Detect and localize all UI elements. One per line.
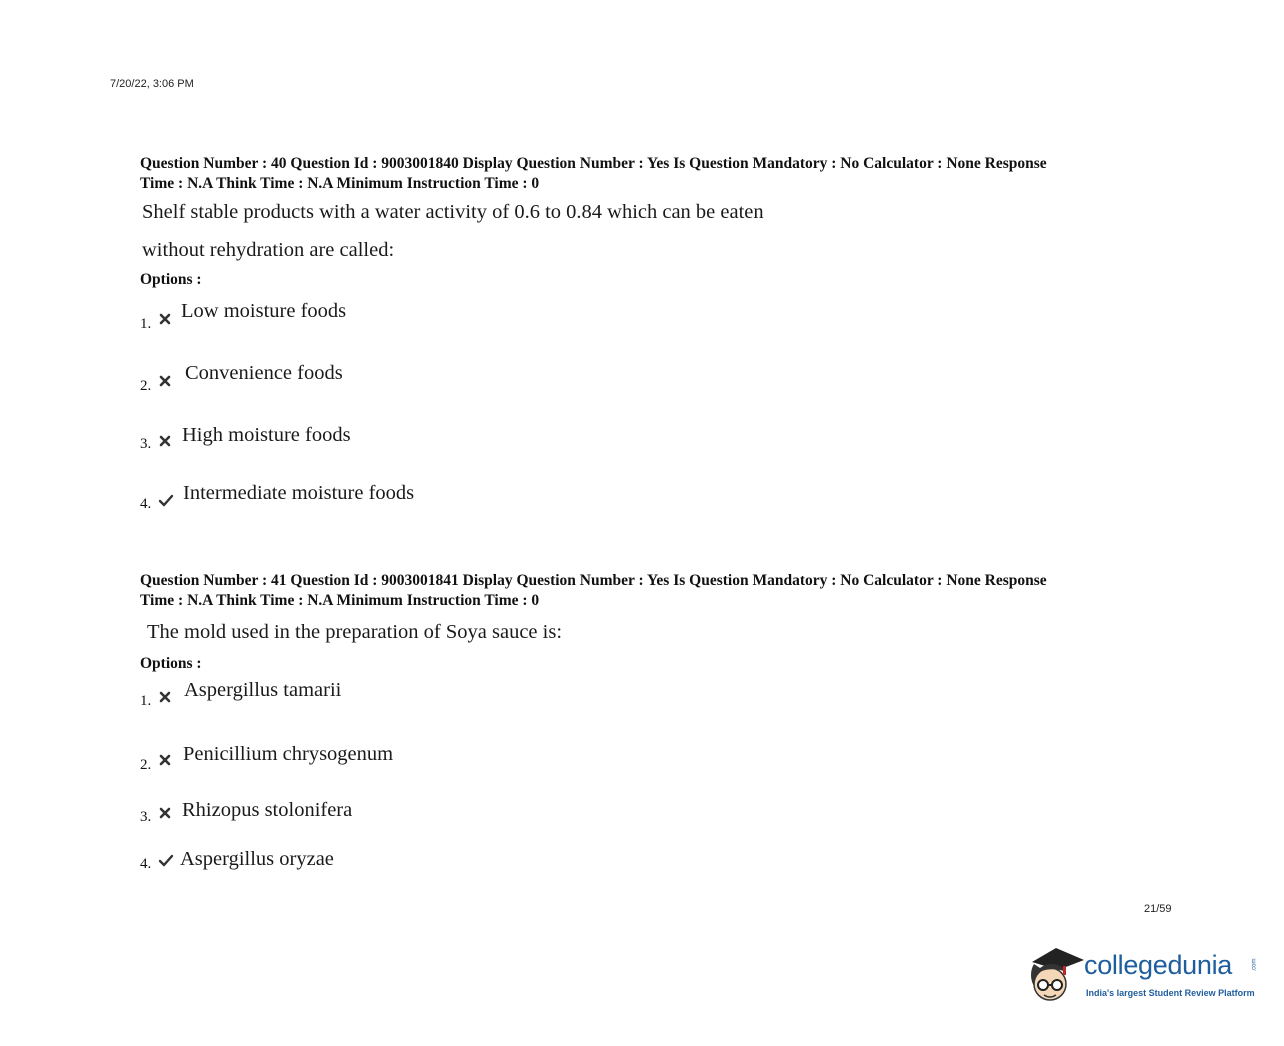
question-meta-line2: Time : N.A Think Time : N.A Minimum Instruction Time : 0 — [140, 174, 540, 192]
question-meta-line1: Question Number : 41 Question Id : 9003001841 Display Question Number : Yes Is Question Mandatory : No Calculator : None Response — [140, 572, 1047, 589]
option-number: 3. — [140, 436, 152, 452]
option-text: Penicillium chrysogenum — [183, 743, 394, 765]
question-text-line1: The mold used in the preparation of Soya sauce is: — [147, 621, 563, 643]
mascot-icon — [1026, 940, 1088, 1010]
cross-icon — [158, 312, 172, 326]
print-timestamp: 7/20/22, 3:06 PM — [110, 78, 194, 90]
option-text: Aspergillus oryzae — [180, 848, 334, 870]
option-number: 1. — [140, 316, 152, 332]
question-meta-line1: Question Number : 40 Question Id : 9003001840 Display Question Number : Yes Is Question Mandatory : No Calculator : None Response — [140, 155, 1047, 172]
options-label: Options : — [140, 655, 202, 672]
brand-tagline: India's largest Student Review Platform — [1086, 988, 1255, 998]
option-text: Convenience foods — [185, 362, 343, 384]
check-icon — [158, 494, 174, 508]
check-icon — [158, 854, 174, 868]
option-text: Rhizopus stolonifera — [182, 799, 353, 821]
option-text: Aspergillus tamarii — [184, 679, 342, 701]
question-block — [140, 571, 1170, 872]
option-number: 2. — [140, 757, 152, 773]
page-number: 21/59 — [1144, 903, 1172, 915]
option-text: Intermediate moisture foods — [183, 482, 415, 504]
collegedunia-logo — [1026, 940, 1266, 1010]
question-text-line1: Shelf stable products with a water activity of 0.6 to 0.84 which can be eaten — [142, 201, 764, 223]
question-text — [142, 193, 1170, 269]
question-meta — [140, 571, 1170, 610]
option-text: High moisture foods — [182, 424, 351, 446]
question-text — [147, 613, 1170, 651]
cross-icon — [158, 374, 172, 388]
option-number: 4. — [140, 856, 152, 872]
cross-icon — [158, 690, 172, 704]
question-meta — [140, 154, 1170, 193]
options-label: Options : — [140, 271, 202, 288]
question-text-line2: without rehydration are called: — [142, 239, 395, 261]
option-number: 3. — [140, 809, 152, 825]
question-block — [140, 154, 1170, 512]
question-meta-line2: Time : N.A Think Time : N.A Minimum Instruction Time : 0 — [140, 591, 540, 609]
cross-icon — [158, 434, 172, 448]
brand-suffix: .com — [1251, 958, 1258, 972]
option-text: Low moisture foods — [181, 300, 347, 322]
cross-icon — [158, 806, 172, 820]
cross-icon — [158, 753, 172, 767]
option-number: 2. — [140, 378, 152, 394]
brand-name: collegedunia — [1084, 950, 1233, 980]
option-number: 1. — [140, 693, 152, 709]
option-number: 4. — [140, 496, 152, 512]
